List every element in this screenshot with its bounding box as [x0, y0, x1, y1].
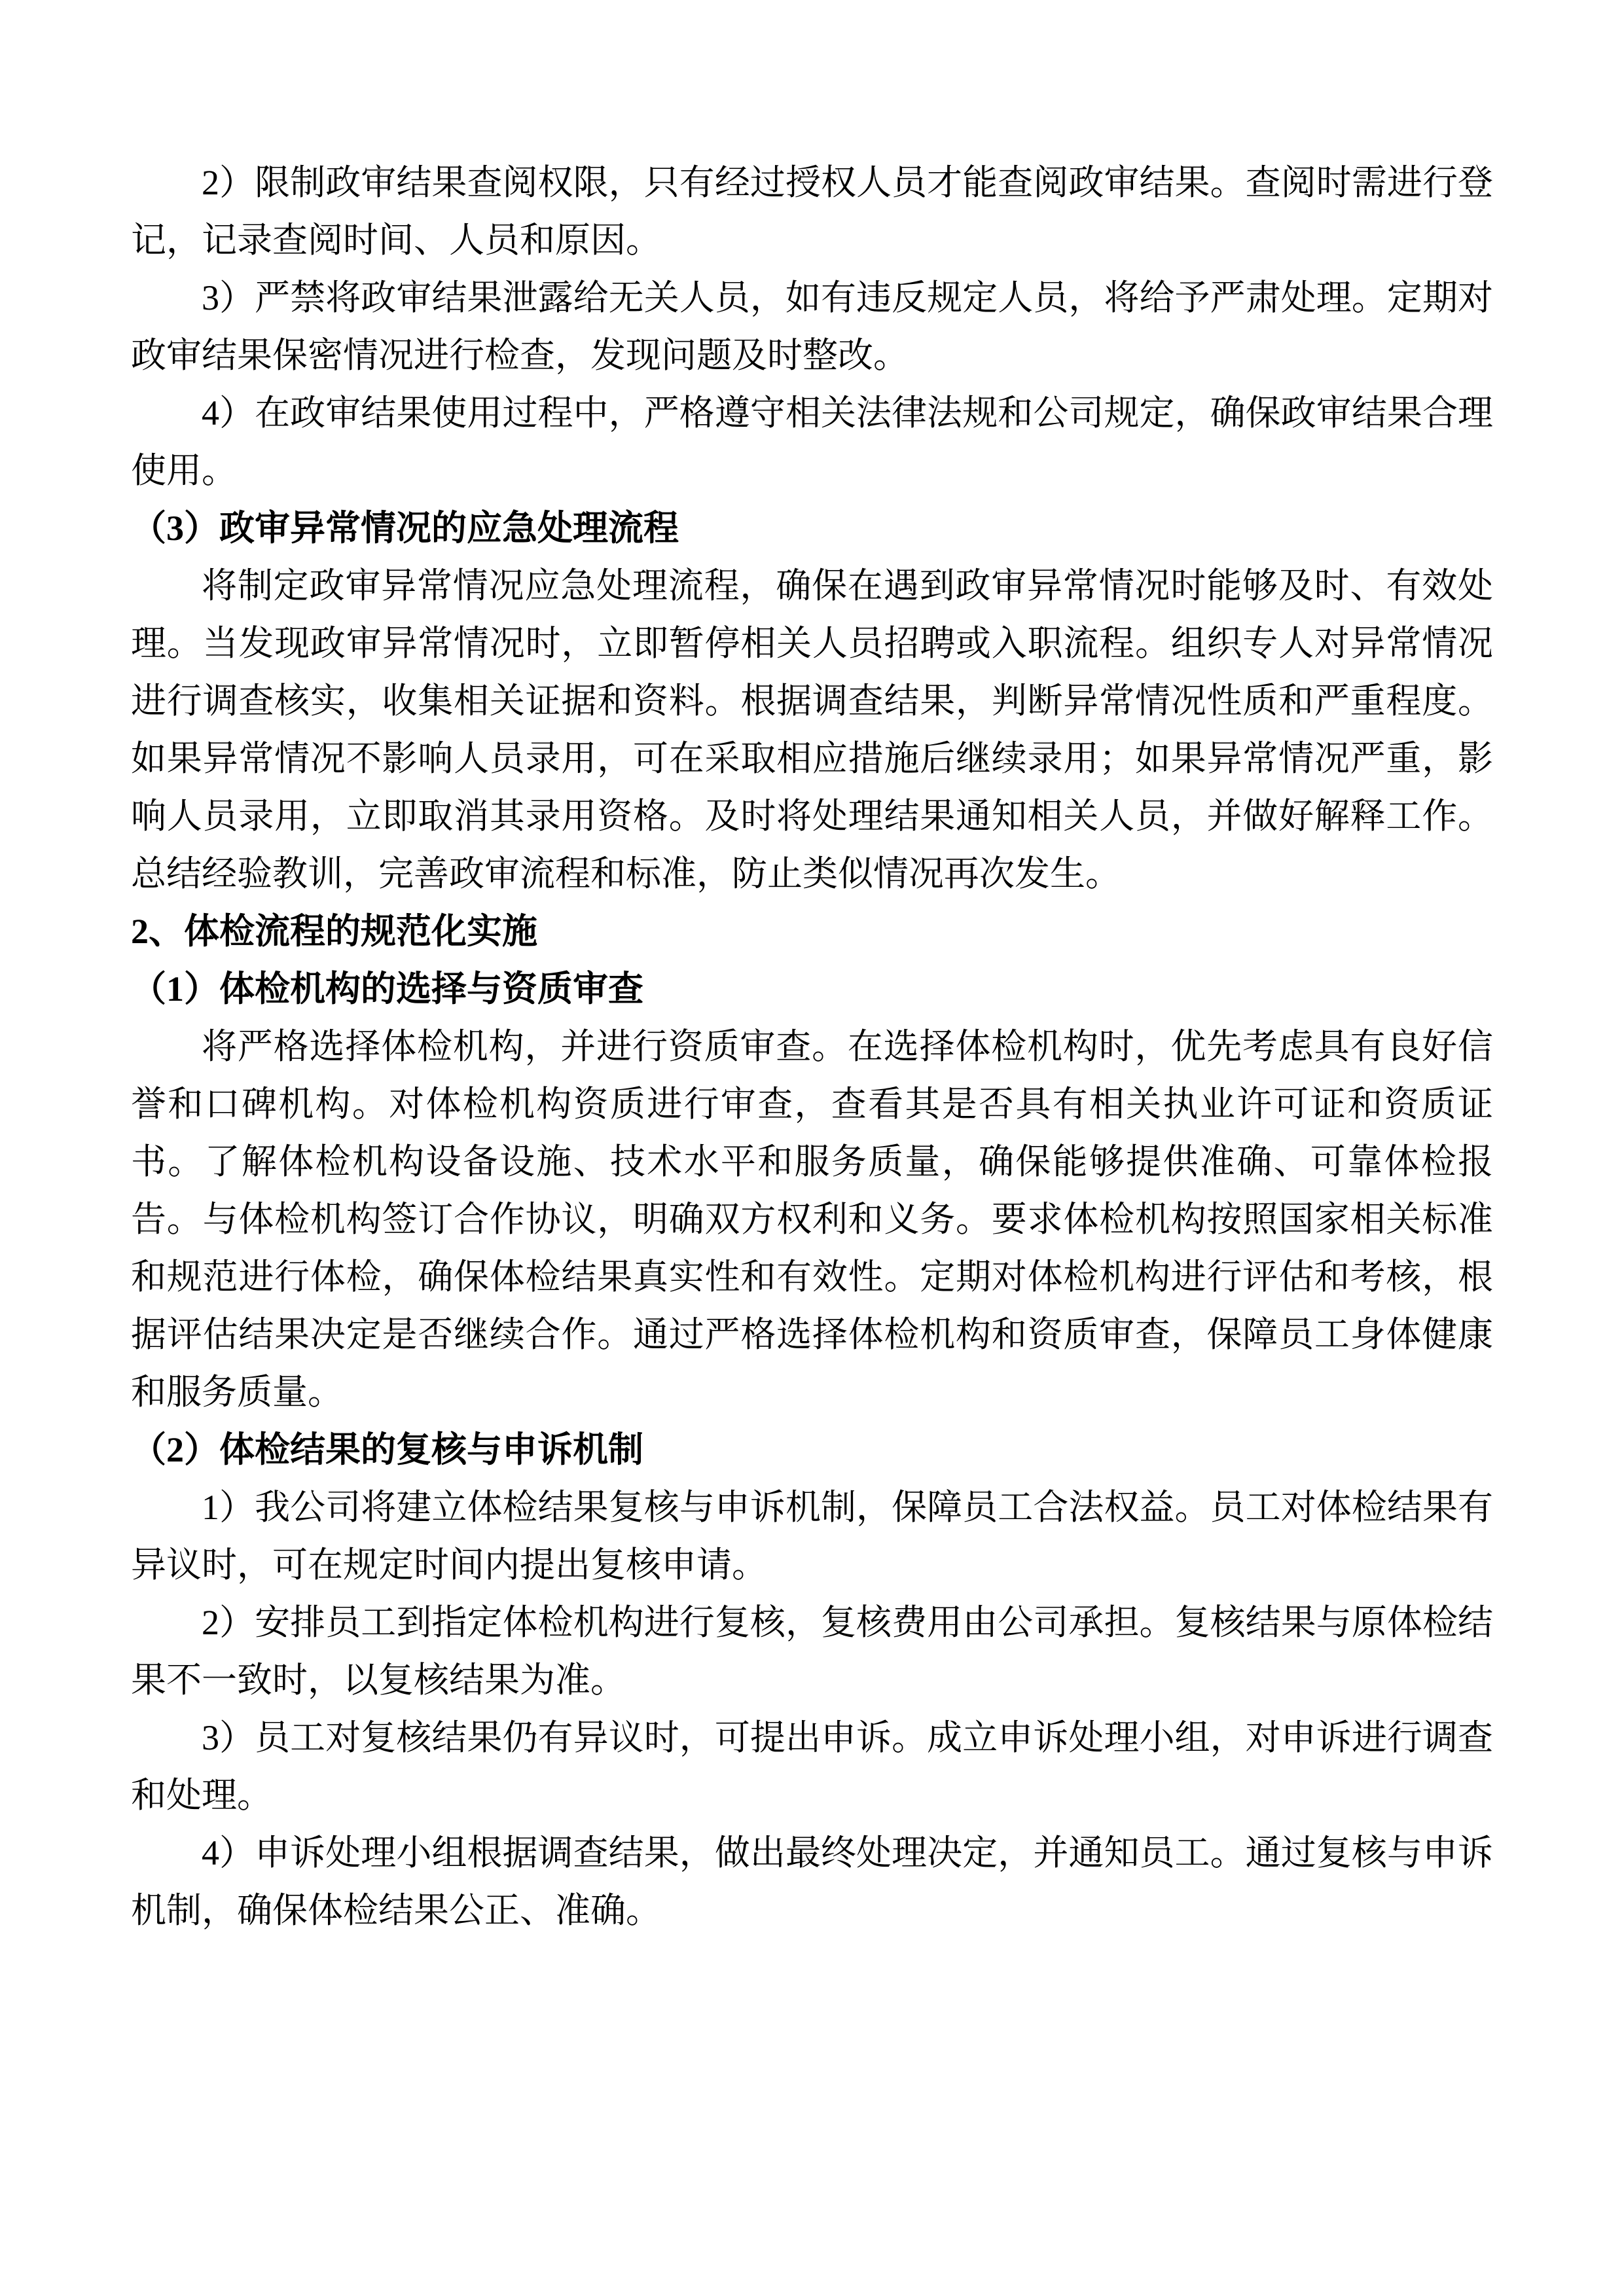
heading-emergency-process: （3）政审异常情况的应急处理流程: [131, 509, 679, 548]
paragraph-review-access-limit: 2）限制政审结果查阅权限，只有经过授权人员才能查阅政审结果。查阅时需进行登记，记录查阅时间、人员和原因。: [131, 163, 1493, 260]
paragraph-appeal-step-2: 2）安排员工到指定体检机构进行复核，复核费用由公司承担。复核结果与原体检结果不一致时，以复核结果为准。: [131, 1603, 1493, 1700]
paragraph-review-usage: 4）在政审结果使用过程中，严格遵守相关法律法规和公司规定，确保政审结果合理使用。: [131, 393, 1493, 490]
paragraph-appeal-step-4: 4）申诉处理小组根据调查结果，做出最终处理决定，并通知员工。通过复核与申诉机制，确保体检结果公正、准确。: [131, 1833, 1493, 1930]
paragraph-emergency-process: 将制定政审异常情况应急处理流程，确保在遇到政审异常情况时能够及时、有效处理。当发现政审异常情况时，立即暂停相关人员招聘或入职流程。组织专人对异常情况进行调查核实，收集相关证据和资料。根据调查结果，判断异常情况性质和严重程度。如果异常情况不影响人员录用，可在采取相应措施后继续录用；如果异常情况严重，影响人员录用，立即取消其录用资格。及时将处理结果通知相关人员，并做好解释工作。总结经验教训，完善政审流程和标准，防止类似情况再次发生。: [131, 566, 1493, 893]
paragraph-appeal-step-3: 3）员工对复核结果仍有异议时，可提出申诉。成立申诉处理小组，对申诉进行调查和处理。: [131, 1718, 1493, 1815]
heading-exam-review-appeal: （2）体检结果的复核与申诉机制: [131, 1430, 643, 1469]
paragraph-appeal-step-1: 1）我公司将建立体检结果复核与申诉机制，保障员工合法权益。员工对体检结果有异议时，可在规定时间内提出复核申请。: [131, 1488, 1493, 1585]
paragraph-review-confidentiality: 3）严禁将政审结果泄露给无关人员，如有违反规定人员，将给予严肃处理。定期对政审结果保密情况进行检查，发现问题及时整改。: [131, 278, 1493, 375]
heading-physical-exam-process: 2、体检流程的规范化实施: [131, 912, 537, 951]
heading-exam-org-selection: （1）体检机构的选择与资质审查: [131, 969, 643, 1009]
paragraph-exam-org-selection: 将严格选择体检机构，并进行资质审查。在选择体检机构时，优先考虑具有良好信誉和口碑机构。对体检机构资质进行审查，查看其是否具有相关执业许可证和资质证书。了解体检机构设备设施、技术水平和服务质量，确保能够提供准确、可靠体检报告。与体检机构签订合作协议，明确双方权利和义务。要求体检机构按照国家相关标准和规范进行体检，确保体检结果真实性和有效性。定期对体检机构进行评估和考核，根据评估结果决定是否继续合作。通过严格选择体检机构和资质审查，保障员工身体健康和服务质量。: [131, 1027, 1493, 1412]
